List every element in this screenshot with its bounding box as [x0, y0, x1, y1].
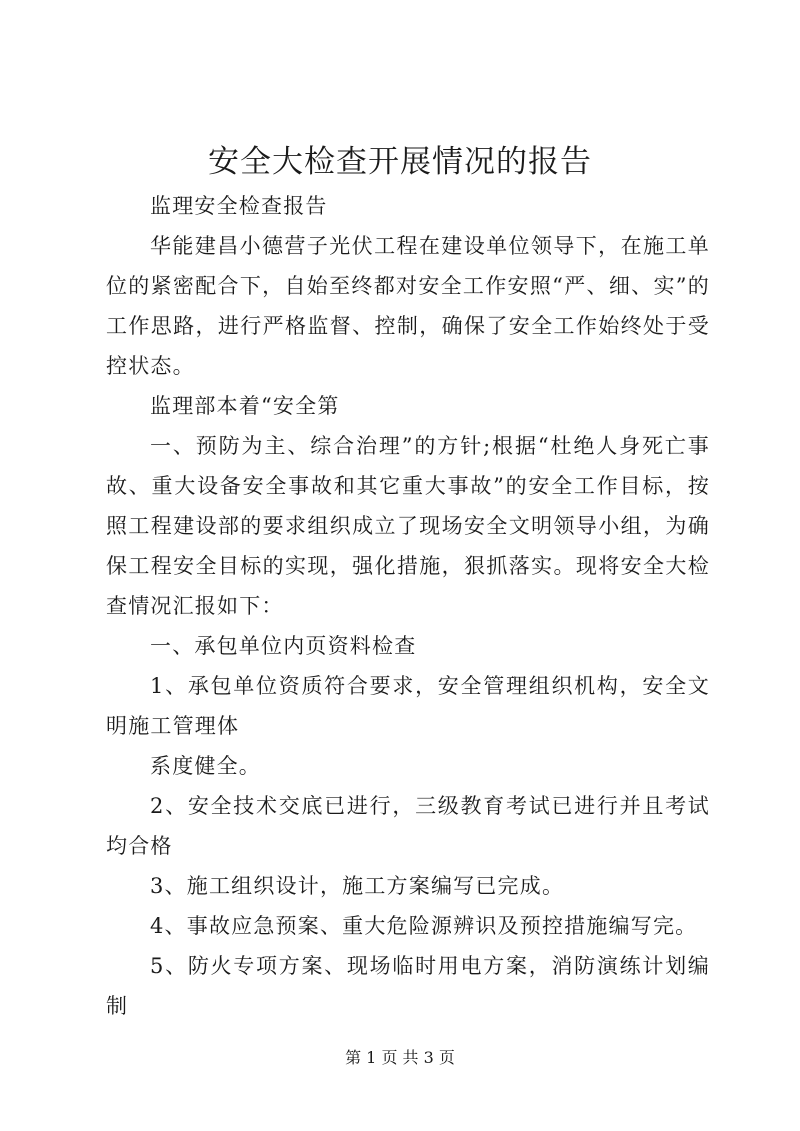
section-heading: 一、承包单位内页资料检查 — [150, 634, 417, 658]
paragraph: 系度健全。 — [150, 754, 261, 778]
page-number-footer: 第 1 页 共 3 页 — [345, 1048, 455, 1067]
paragraph: 一、预防为主、综合治理”的方针;根据“杜绝人身死亡事故、重大设备安全事故和其它重大事故”的安全工作目标，按照工程建设部的要求组织成立了现场安全文明领导小组，为确保工程安全目标的实现，强化措施，狠抓落实。现将安全大检查情况汇报如下： — [106, 434, 710, 618]
paragraph: 监理部本着“安全第 — [150, 394, 340, 418]
list-item: 1、承包单位资质符合要求，安全管理组织机构，安全文明施工管理体 — [106, 674, 710, 738]
paragraph: 监理安全检查报告 — [150, 194, 328, 218]
list-item: 2、安全技术交底已进行，三级教育考试已进行并且考试均合格 — [106, 794, 710, 858]
document-title: 安全大检查开展情况的报告 — [208, 144, 592, 180]
list-item: 3、施工组织设计，施工方案编写已完成。 — [150, 874, 565, 898]
list-item: 5、防火专项方案、现场临时用电方案，消防演练计划编制 — [106, 954, 710, 1018]
document-body — [106, 186, 710, 1026]
list-item: 4、事故应急预案、重大危险源辨识及预控措施编写完。 — [150, 914, 698, 938]
paragraph: 华能建昌小德营子光伏工程在建设单位领导下，在施工单位的紧密配合下，自始至终都对安全工作安照“严、细、实”的工作思路，进行严格监督、控制，确保了安全工作始终处于受控状态。 — [106, 234, 710, 378]
